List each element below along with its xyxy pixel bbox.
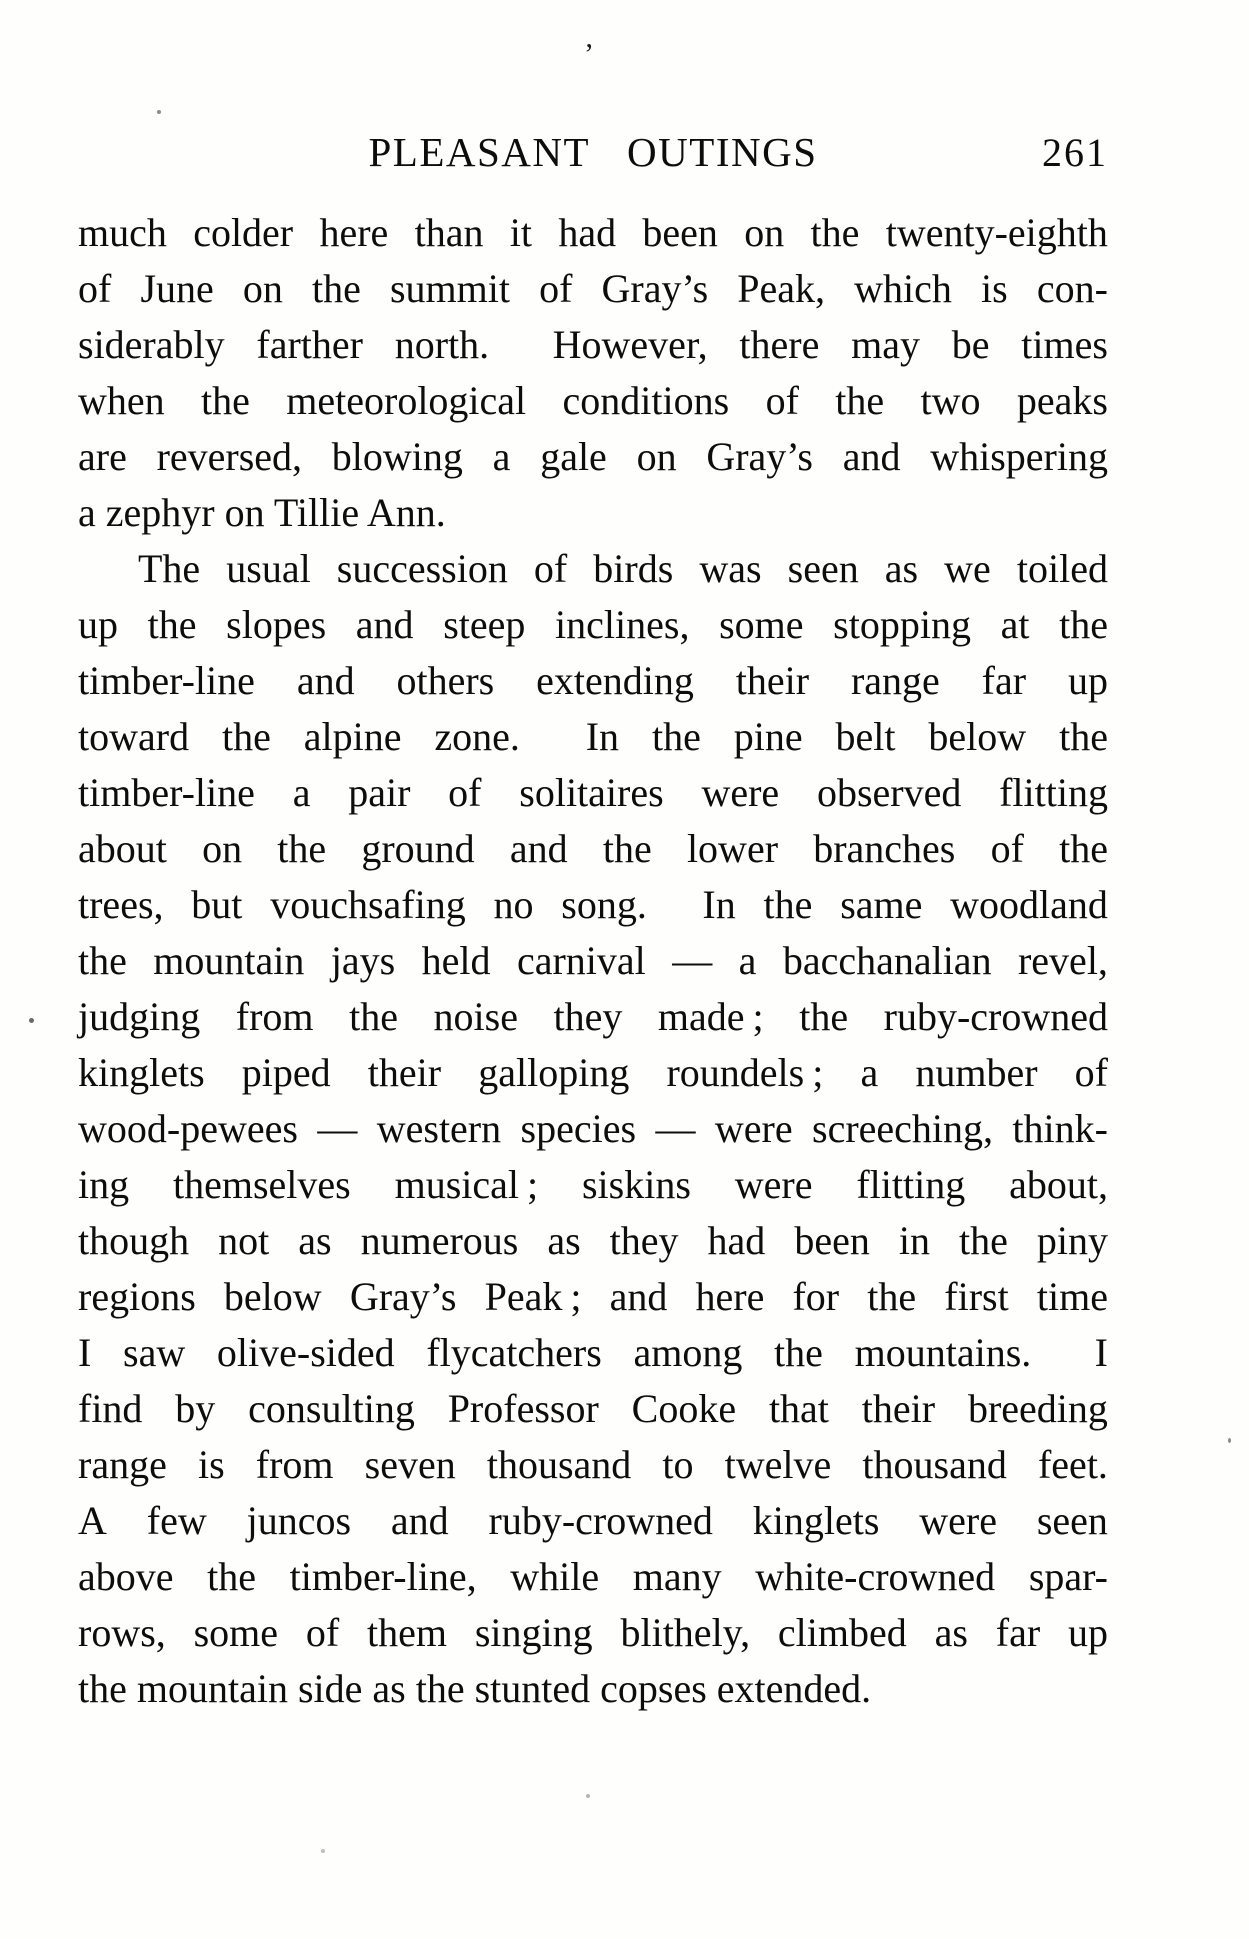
scan-speck xyxy=(29,1018,34,1023)
text-line: siderably farther north. However, there may be times xyxy=(78,322,1108,367)
text-line: trees, but vouchsafing no song. In the same woodland xyxy=(78,882,1108,927)
text-line: a zephyr on Tillie Ann. xyxy=(78,490,446,535)
text-line: kinglets piped their galloping roundels ; a number of xyxy=(78,1050,1108,1095)
text-line: above the timber-line, while many white-crowned spar- xyxy=(78,1554,1108,1599)
text-line: of June on the summit of Gray’s Peak, which is con- xyxy=(78,266,1108,311)
text-line: ing themselves musical ; siskins were flitting about, xyxy=(78,1162,1108,1207)
text-line: the mountain side as the stunted copses extended. xyxy=(78,1666,872,1711)
running-header xyxy=(78,128,1108,180)
text-line: find by consulting Professor Cooke that their breeding xyxy=(78,1386,1108,1431)
text-line: toward the alpine zone. In the pine belt below the xyxy=(78,714,1108,759)
text-line: wood-pewees — western species — were screeching, think- xyxy=(78,1106,1108,1151)
scan-speck xyxy=(321,1849,325,1853)
text-line: though not as numerous as they had been in the piny xyxy=(78,1218,1108,1263)
scan-stray-mark: ʼ xyxy=(584,38,594,71)
scan-speck xyxy=(586,1794,590,1798)
body-text xyxy=(78,205,1108,1717)
text-line: range is from seven thousand to twelve thousand feet. xyxy=(78,1442,1108,1487)
text-line: the mountain jays held carnival — a bacchanalian revel, xyxy=(78,938,1108,983)
text-line: regions below Gray’s Peak ; and here for the first time xyxy=(78,1274,1108,1319)
text-line: much colder here than it had been on the twenty-eighth xyxy=(78,210,1108,255)
text-line: timber-line a pair of solitaires were observed flitting xyxy=(78,770,1108,815)
page-title: PLEASANT OUTINGS xyxy=(368,129,818,175)
page-number: 261 xyxy=(1042,130,1108,175)
text-line: timber-line and others extending their range far up xyxy=(78,658,1108,703)
scan-speck xyxy=(157,110,161,114)
text-line: about on the ground and the lower branches of the xyxy=(78,826,1108,871)
text-line: A few juncos and ruby-crowned kinglets were seen xyxy=(78,1498,1108,1543)
text-line: The usual succession of birds was seen as we toiled xyxy=(138,546,1108,591)
scan-speck xyxy=(1228,1438,1231,1443)
text-line: are reversed, blowing a gale on Gray’s and whispering xyxy=(78,434,1108,479)
text-line: up the slopes and steep inclines, some stopping at the xyxy=(78,602,1108,647)
text-line: when the meteorological conditions of the two peaks xyxy=(78,378,1108,423)
text-line: I saw olive-sided flycatchers among the mountains. I xyxy=(78,1330,1108,1375)
text-line: rows, some of them singing blithely, climbed as far up xyxy=(78,1610,1108,1655)
text-line: judging from the noise they made ; the ruby-crowned xyxy=(78,994,1108,1039)
